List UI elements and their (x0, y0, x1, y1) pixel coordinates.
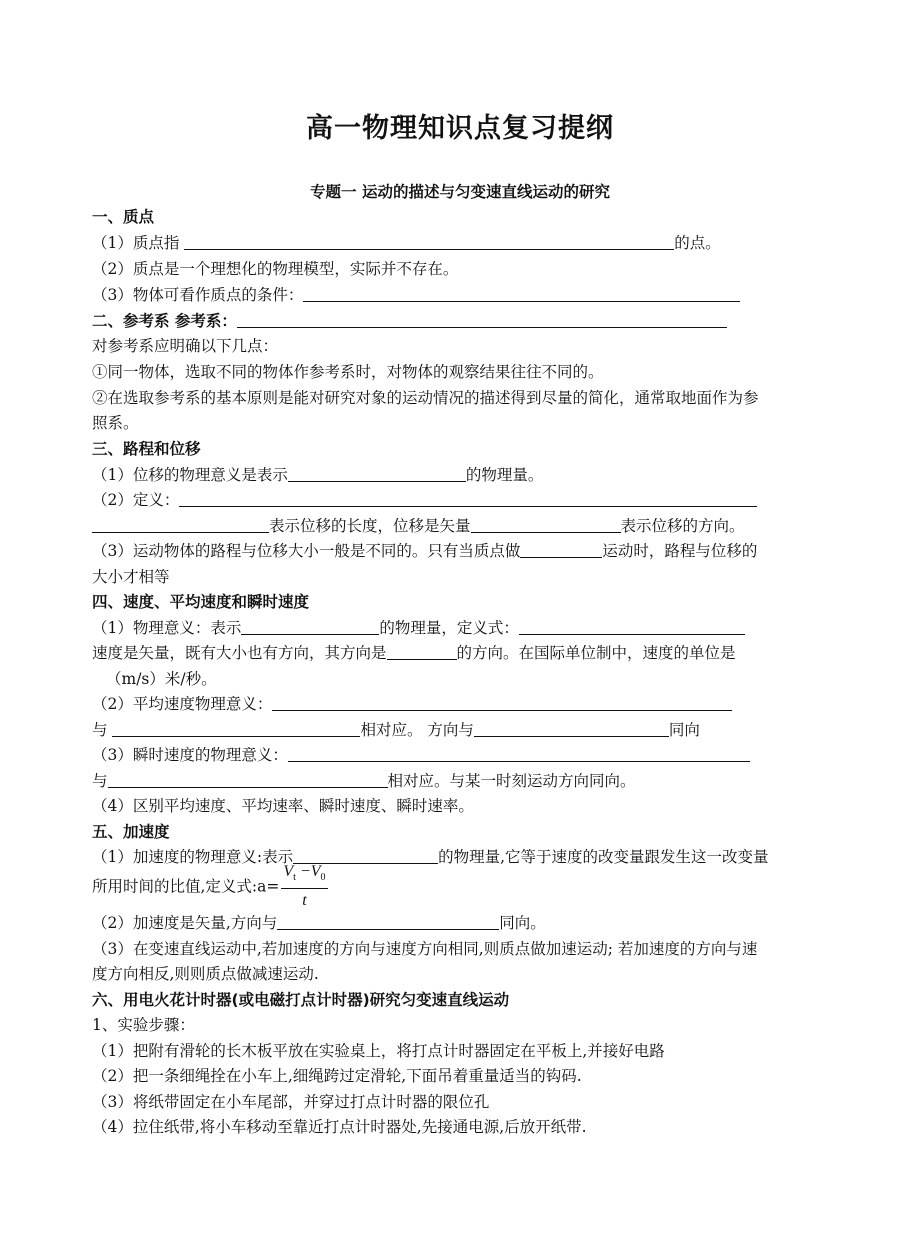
fill-blank (241, 619, 379, 635)
fill-blank (288, 746, 750, 762)
acceleration-formula (281, 862, 327, 913)
text-line: 度方向相反,则则质点做减速运动. (92, 965, 319, 983)
text: （1）质点指 (92, 234, 185, 252)
document-title: 高一物理知识点复习提纲 (306, 113, 614, 144)
text: 的方向。在国际单位制中，速度的单位是 (456, 644, 736, 662)
list-item: （1）把附有滑轮的长木板平放在实验桌上，将打点计时器固定在平板上,并接好电路 (92, 1042, 665, 1060)
fill-blank (277, 914, 499, 930)
text: （2）加速度是矢量,方向与 (92, 914, 278, 932)
list-item: （3）将纸带固定在小车尾部，并穿过打点计时器的限位孔 (92, 1093, 490, 1111)
text: （1）加速度的物理意义:表示 (92, 848, 294, 866)
fill-blank (92, 517, 269, 533)
text-line: 对参考系应明确以下几点： (92, 337, 279, 355)
fill-blank (288, 466, 466, 482)
formula-denominator: t (302, 892, 307, 910)
subscript-0: 0 (320, 872, 326, 884)
text-line: （2）质点是一个理想化的物理模型，实际并不存在。 (92, 260, 459, 278)
text: 运动时，路程与位移的 (602, 542, 758, 560)
text-line: 大小才相等 (92, 568, 170, 586)
text-line (92, 541, 757, 561)
fill-blank (179, 491, 757, 507)
symbol-v: V (283, 863, 294, 880)
text: 相对应。 方向与 (360, 721, 474, 739)
text-line: 照系。 (92, 414, 139, 432)
fill-blank (387, 644, 457, 660)
section-heading-reference-frame: 二、参考系 参考系： (92, 312, 237, 330)
fill-blank (303, 286, 740, 302)
text-line (92, 643, 736, 663)
text: 的物理量，定义式： (379, 619, 519, 637)
text: （2）平均速度物理意义： (92, 695, 273, 713)
text-line: （m/s）米/秒。 (106, 670, 217, 688)
text: 与 (92, 721, 113, 739)
formula-numerator (281, 862, 327, 889)
text-line: （3）在变速直线运动中,若加速度的方向与速度方向相同,则质点做加速运动; 若加速度的方向与速 (92, 940, 758, 958)
text-line (92, 311, 727, 331)
subscript-t: t (293, 872, 296, 884)
text-line (92, 720, 700, 740)
text: 表示位移的方向。 (620, 517, 745, 535)
section-heading-velocity: 四、速度、平均速度和瞬时速度 (92, 593, 310, 611)
fill-blank (184, 234, 674, 250)
text-line (92, 516, 745, 536)
text-line (92, 745, 750, 765)
text-line (92, 913, 546, 933)
text-line (92, 771, 636, 791)
text-line (92, 862, 328, 913)
section-heading-particle: 一、质点 (92, 208, 155, 226)
text-line: 1、实验步骤： (92, 1016, 195, 1034)
text: （3）瞬时速度的物理意义： (92, 746, 288, 764)
text: （1）物理意义：表示 (92, 619, 242, 637)
text: 速度是矢量，既有大小也有方向，其方向是 (92, 644, 387, 662)
fill-blank (108, 772, 388, 788)
topic-subtitle: 专题一 运动的描述与匀变速直线运动的研究 (310, 183, 610, 201)
text: 同向。 (499, 914, 546, 932)
text: 所用时间的比值,定义式:a= (92, 877, 280, 896)
text-line (92, 694, 732, 714)
list-item: （4）拉住纸带,将小车移动至靠近打点计时器处,先接通电源,后放开纸带. (92, 1118, 587, 1136)
text: 的物理量,它等于速度的改变量跟发生这一改变量 (438, 848, 769, 866)
text-line (92, 233, 721, 253)
fill-blank (237, 312, 727, 328)
fill-blank (272, 695, 732, 711)
text: 的物理量。 (465, 466, 544, 484)
text: （3）物体可看作质点的条件： (92, 286, 304, 304)
section-heading-acceleration: 五、加速度 (92, 823, 170, 841)
fill-blank (474, 721, 669, 737)
section-heading-timer-experiment: 六、用电火花计时器(或电磁打点计时器)研究匀变速直线运动 (92, 991, 510, 1009)
text-line (92, 618, 745, 638)
text: 的点。 (674, 234, 721, 252)
text: 相对应。与某一时刻运动方向同向。 (387, 772, 636, 790)
text: 表示位移的长度，位移是矢量 (269, 517, 471, 535)
fill-blank (471, 517, 621, 533)
fill-blank (520, 542, 602, 558)
text-line: （4）区别平均速度、平均速率、瞬时速度、瞬时速率。 (92, 797, 474, 815)
text-line (92, 465, 543, 485)
text-line: ①同一物体，选取不同的物体作参考系时，对物体的观察结果往往不同的。 (92, 363, 604, 381)
text: 同向 (668, 721, 700, 739)
section-heading-displacement: 三、路程和位移 (92, 440, 201, 458)
text: （2）定义： (92, 491, 180, 509)
symbol-minus-v: −V (295, 863, 321, 880)
fill-blank (112, 721, 360, 737)
text-line: ②在选取参考系的基本原则是能对研究对象的运动情况的描述得到尽量的简化，通常取地面作为参 (92, 389, 759, 407)
text-line (92, 285, 740, 305)
list-item: （2）把一条细绳拴在小车上,细绳跨过定滑轮,下面吊着重量适当的钩码. (92, 1067, 582, 1085)
text: 与 (92, 772, 108, 790)
text: （1）位移的物理意义是表示 (92, 466, 288, 484)
text: （3）运动物体的路程与位移大小一般是不同的。只有当质点做 (92, 542, 521, 560)
fill-blank (519, 619, 745, 635)
text-line (92, 490, 757, 510)
